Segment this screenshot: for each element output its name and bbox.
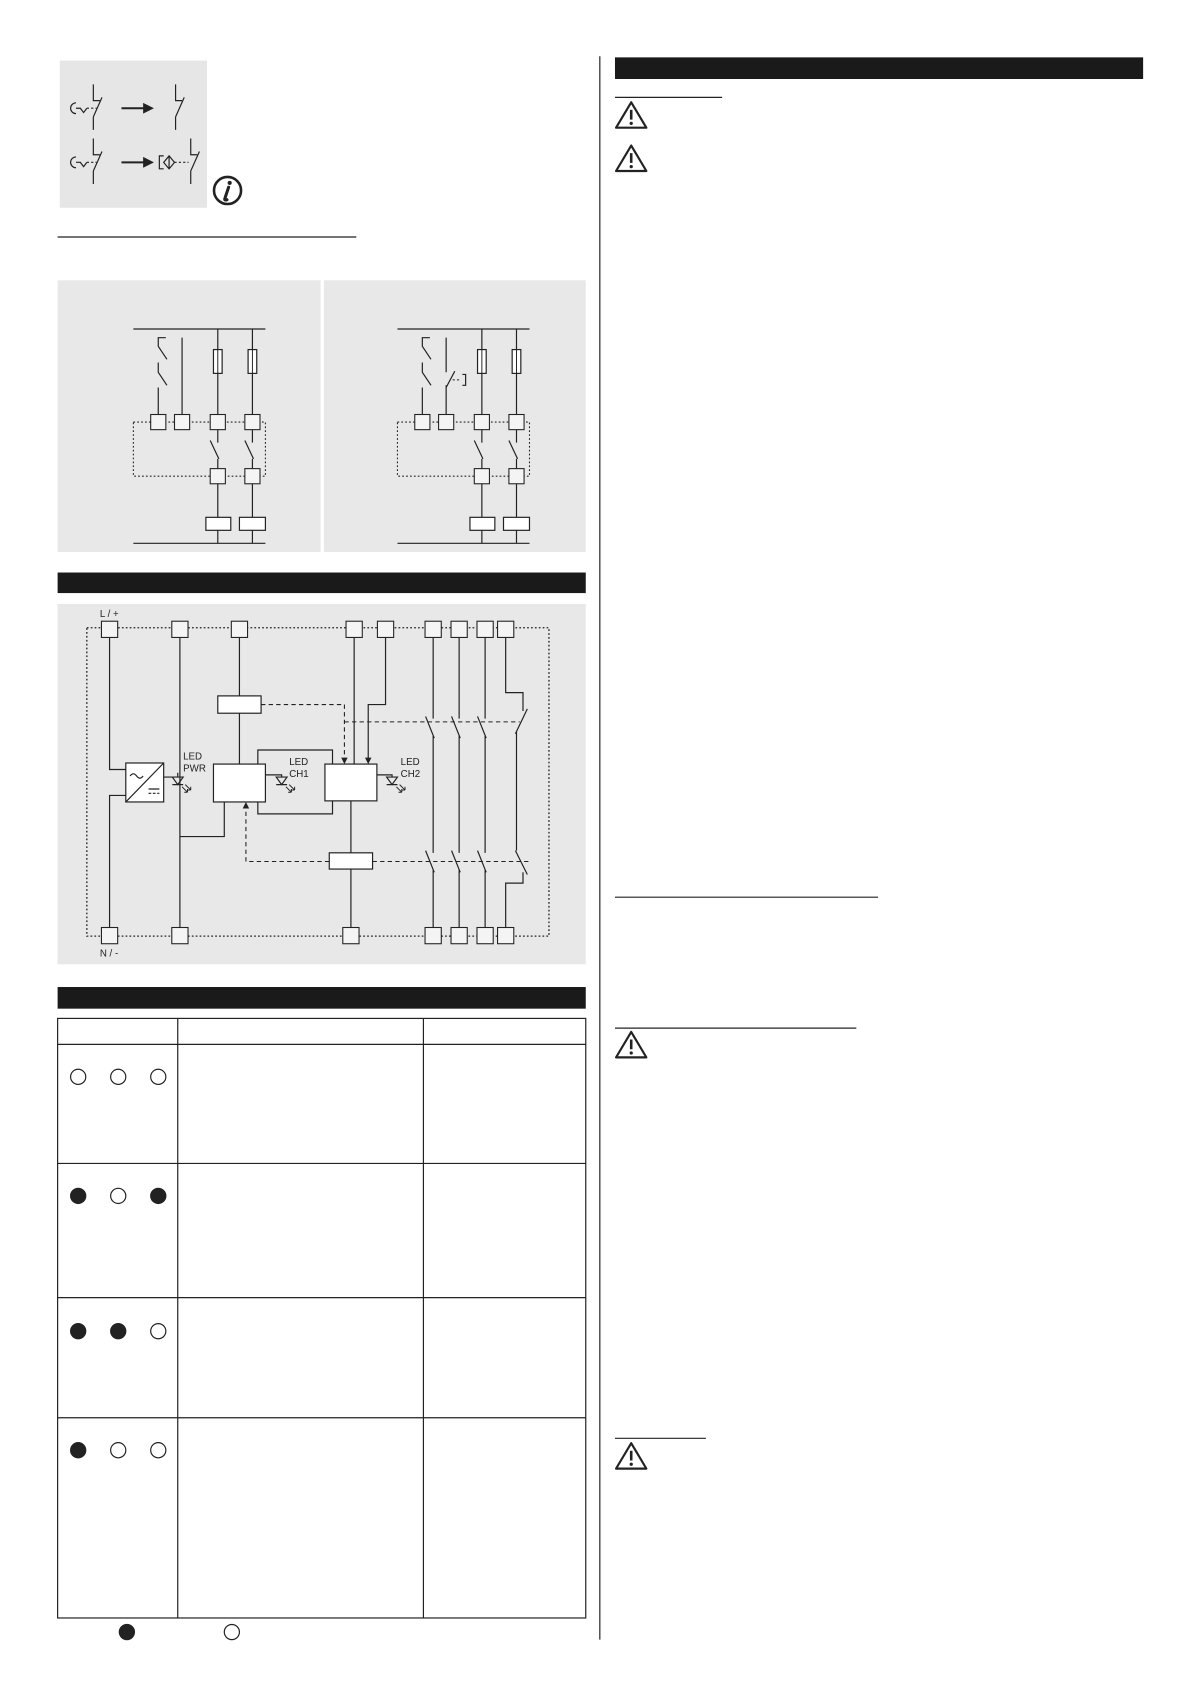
led-pwr-label-2: PWR [183, 763, 206, 775]
supply-positive-label: L / + [99, 608, 119, 620]
section-header-bar [58, 573, 586, 594]
load [470, 517, 495, 530]
symbol-legend-box [60, 61, 207, 208]
terminal [231, 621, 247, 637]
terminal [210, 415, 225, 430]
legend-led-on [119, 1624, 134, 1639]
terminal [151, 415, 166, 430]
warning-icon-dot [630, 165, 633, 168]
section-header-bar [615, 57, 1143, 79]
led-state-ch1 [111, 1324, 126, 1339]
info-icon-stem [225, 187, 229, 200]
terminal [377, 621, 393, 637]
terminal [245, 415, 260, 430]
supply-negative-label: N / - [99, 948, 119, 960]
terminal [509, 415, 524, 430]
terminal [101, 927, 117, 943]
terminal [425, 621, 441, 637]
block-diagram [58, 604, 586, 964]
load [504, 517, 530, 530]
led-pwr-label-1: LED [183, 751, 203, 763]
terminal [415, 415, 430, 430]
led-ch1-label-1: LED [289, 757, 309, 769]
legend-led-off [224, 1624, 239, 1639]
info-icon-dot [228, 181, 232, 185]
warning-icon [616, 146, 646, 171]
info-icon [214, 177, 241, 204]
terminal [451, 927, 467, 943]
terminal [172, 621, 188, 637]
panel-background [324, 280, 586, 552]
terminal [477, 621, 493, 637]
load [206, 517, 231, 530]
terminal [451, 621, 467, 637]
led-state-ch1 [111, 1443, 126, 1458]
terminal [439, 415, 454, 430]
terminal [477, 927, 493, 943]
led-state-pwr [71, 1324, 86, 1339]
led-status-table [58, 1018, 586, 1618]
section-header-bar [58, 987, 586, 1009]
warning-icon [616, 102, 646, 127]
terminal [175, 415, 190, 430]
led-state-ch2 [151, 1188, 166, 1203]
power-supply-block [126, 763, 164, 802]
terminal [474, 469, 489, 484]
terminal [172, 927, 188, 943]
led-ch1-label-2: CH1 [289, 769, 309, 781]
wiring-panel-left [58, 280, 321, 552]
symbol-box-background [60, 61, 207, 208]
warning-icon [616, 1443, 646, 1468]
wiring-panel-right [324, 280, 586, 552]
led-state-ch2 [151, 1324, 166, 1339]
led-state-ch2 [151, 1443, 166, 1458]
warning-icon [616, 1032, 646, 1057]
led-state-ch1 [111, 1069, 126, 1084]
table-frame [58, 1018, 586, 1618]
terminal [346, 621, 362, 637]
terminal [425, 927, 441, 943]
led-ch2-label-2: CH2 [400, 769, 421, 781]
led-state-ch1 [111, 1188, 126, 1203]
terminal [498, 927, 514, 943]
terminal [101, 621, 117, 637]
terminal [210, 469, 225, 484]
logic-block-channel-1 [213, 764, 265, 802]
led-state-ch2 [151, 1069, 166, 1084]
led-state-pwr [71, 1443, 86, 1458]
led-state-pwr [71, 1069, 86, 1084]
terminal [343, 927, 359, 943]
terminal [498, 621, 514, 637]
logic-block-channel-2 [325, 764, 377, 801]
warning-icon-dot [630, 1051, 633, 1054]
relay-coil-2 [329, 853, 372, 869]
relay-coil-1 [218, 696, 261, 713]
led-state-pwr [71, 1188, 86, 1203]
led-ch2-label-1: LED [400, 757, 420, 769]
terminal [245, 469, 260, 484]
warning-icon-dot [630, 1463, 633, 1466]
terminal [509, 469, 524, 484]
warning-icon-dot [630, 122, 633, 125]
load [239, 517, 265, 530]
led-legend [119, 1624, 239, 1639]
terminal [474, 415, 489, 430]
